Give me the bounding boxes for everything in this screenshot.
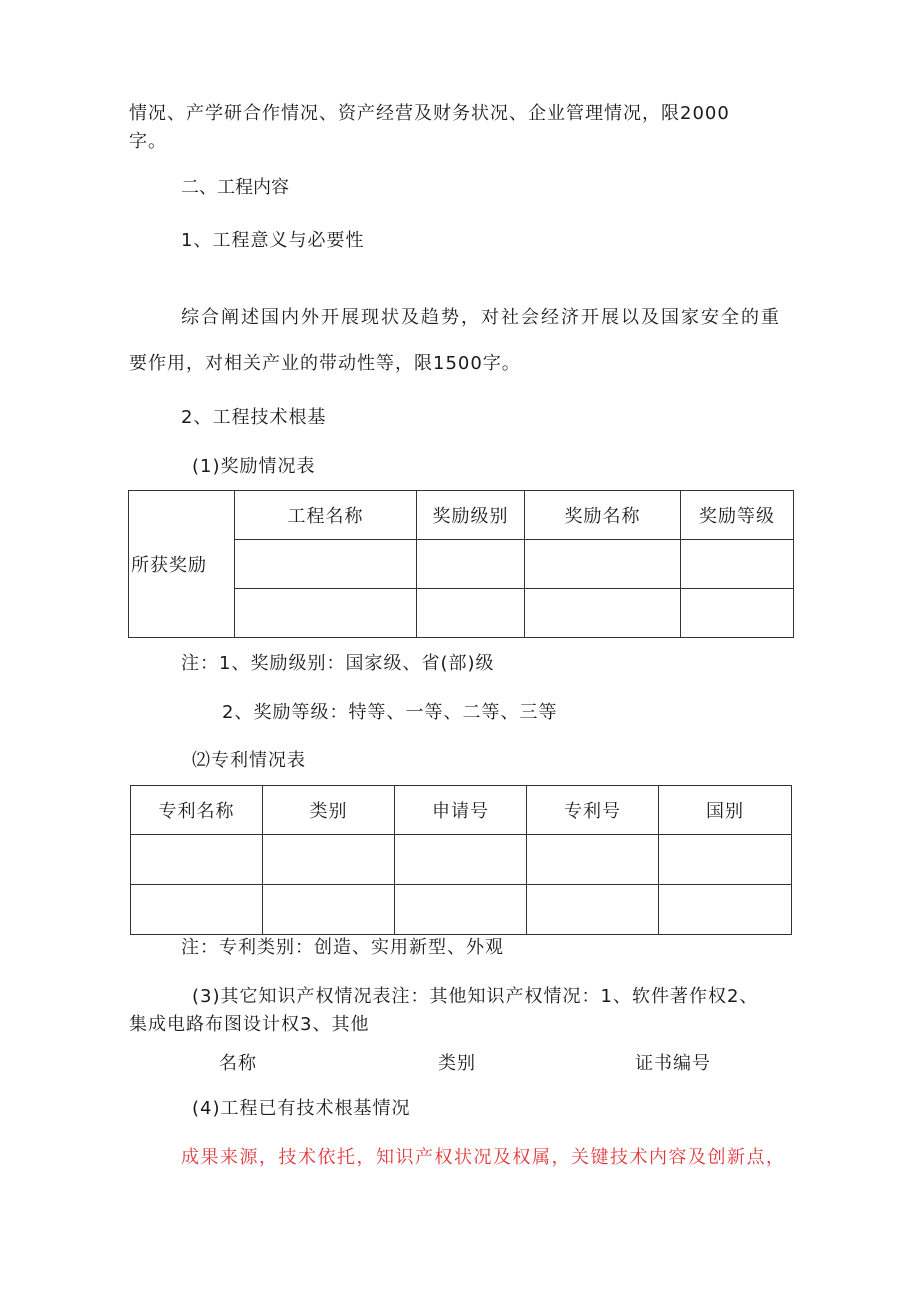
awards-cell-empty [525, 540, 681, 589]
awards-cell-empty [235, 540, 417, 589]
awards-cell-empty [681, 540, 794, 589]
patents-header-application-no: 申请号 [395, 786, 527, 835]
awards-cell-empty [525, 589, 681, 638]
awards-cell-empty [681, 589, 794, 638]
awards-header-grade: 奖励等级 [681, 491, 794, 540]
subsection-2-heading: 2、工程技术根基 [181, 407, 327, 428]
existing-foundation-red-text: 成果来源，技术依托，知识产权状况及权属，关键技术内容及创新点， [181, 1147, 786, 1168]
patents-cell-empty [659, 835, 792, 885]
other-ip-header-certificate-no: 证书编号 [635, 1053, 711, 1074]
patents-cell-empty [659, 885, 792, 935]
existing-foundation-title: (4)工程已有技术根基情况 [192, 1098, 411, 1119]
patents-cell-empty [131, 885, 263, 935]
patents-table [130, 785, 792, 935]
table-row [131, 786, 792, 835]
table-row [131, 885, 792, 935]
intro-line-1: 情况、产学研合作情况、资产经营及财务状况、企业管理情况，限2000 [129, 103, 730, 124]
significance-para-line-2: 要作用，对相关产业的带动性等，限1500字。 [129, 353, 521, 374]
awards-header-name: 奖励名称 [525, 491, 681, 540]
patents-cell-empty [527, 835, 659, 885]
other-ip-line-2: 集成电路布图设计权3、其他 [129, 1014, 370, 1035]
table-row [129, 491, 794, 540]
awards-cell-empty [417, 540, 525, 589]
awards-header-project: 工程名称 [235, 491, 417, 540]
significance-para-line-1: 综合阐述国内外开展现状及趋势，对社会经济开展以及国家安全的重 [181, 307, 781, 328]
awards-table [128, 490, 794, 638]
patents-cell-empty [131, 835, 263, 885]
section-heading: 二、工程内容 [181, 177, 289, 198]
awards-table-title: (1)奖励情况表 [192, 456, 316, 477]
other-ip-line-1: (3)其它知识产权情况表注：其他知识产权情况：1、软件著作权2、 [192, 986, 759, 1007]
other-ip-header-category: 类别 [438, 1053, 476, 1074]
patents-cell-empty [527, 885, 659, 935]
patents-table-title: ⑵专利情况表 [192, 750, 306, 771]
awards-cell-empty [235, 589, 417, 638]
awards-row-label: 所获奖励 [129, 491, 235, 638]
patents-cell-empty [263, 835, 395, 885]
patents-note: 注：专利类别：创造、实用新型、外观 [181, 937, 504, 958]
patents-header-country: 国别 [659, 786, 792, 835]
patents-cell-empty [395, 885, 527, 935]
subsection-1-heading: 1、工程意义与必要性 [181, 230, 365, 251]
awards-header-level: 奖励级别 [417, 491, 525, 540]
table-row [131, 835, 792, 885]
awards-note-1: 注：1、奖励级别：国家级、省(部)级 [181, 653, 495, 674]
patents-header-patent-no: 专利号 [527, 786, 659, 835]
awards-note-2: 2、奖励等级：特等、一等、二等、三等 [222, 702, 558, 723]
intro-line-2: 字。 [129, 131, 167, 152]
patents-header-category: 类别 [263, 786, 395, 835]
other-ip-header-name: 名称 [219, 1053, 257, 1074]
awards-cell-empty [417, 589, 525, 638]
patents-cell-empty [395, 835, 527, 885]
patents-cell-empty [263, 885, 395, 935]
patents-header-name: 专利名称 [131, 786, 263, 835]
